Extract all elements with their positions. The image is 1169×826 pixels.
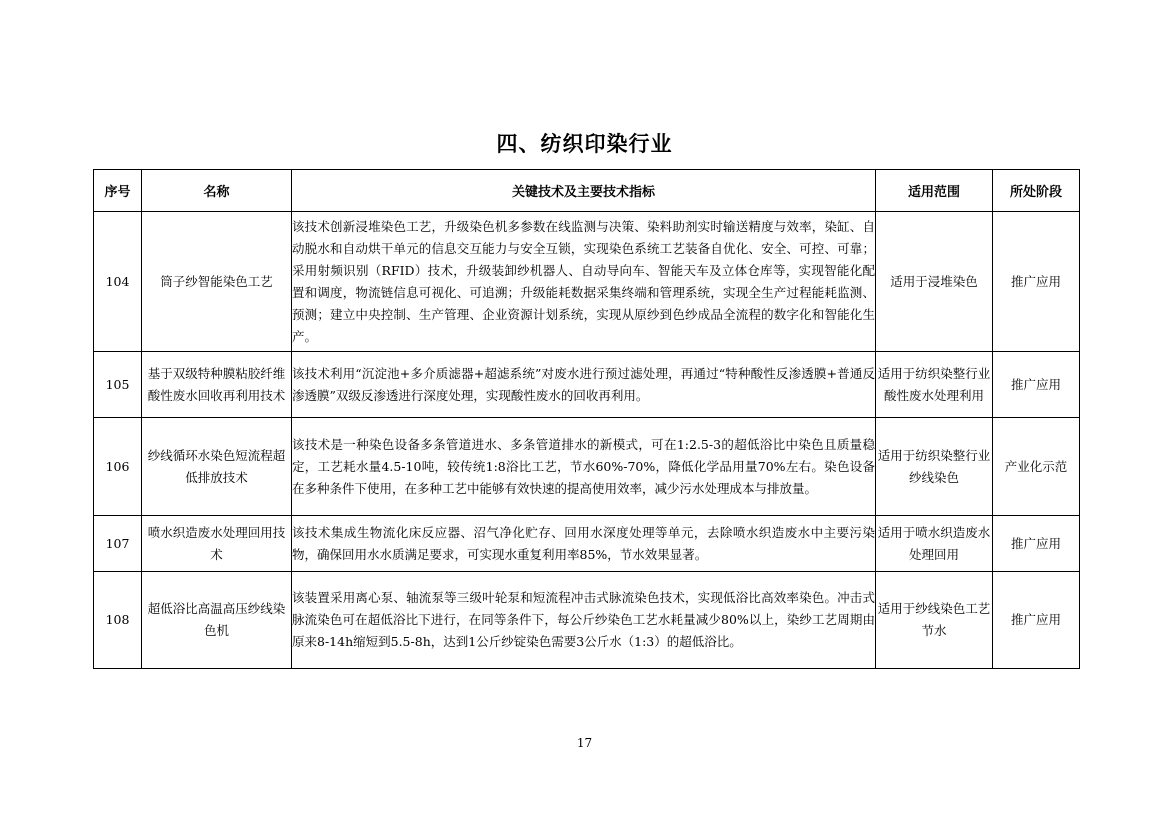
table-row [94,212,1080,352]
row-desc-text: 该装置采用离心泵、轴流泵等三级叶轮泵和短流程冲击式脉流染色技术，实现低浴比高效率染色。冲击式脉流染色可在超低浴比下进行，在同等条件下，每公斤纱染色工艺水耗量减少80%以上，染纱工艺周期由原来8-14h缩短到5.5-8h，达到1公斤纱锭染色需要3公斤水（1:3）的超低浴比。 [292,590,875,649]
row-desc [292,516,876,572]
table-row [94,418,1080,516]
row-scope: 适用于纺织染整行业酸性废水处理利用 [876,352,993,418]
table-row [94,516,1080,572]
row-desc [292,352,876,418]
row-stage: 产业化示范 [993,418,1080,516]
row-num: 108 [94,572,142,669]
row-stage: 推广应用 [993,212,1080,352]
row-name: 基于双级特种膜粘胶纤维酸性废水回收再利用技术 [142,352,292,418]
row-desc-text: 该技术利用“沉淀池+多介质滤器+超滤系统”对废水进行预过滤处理，再通过“特种酸性反渗透膜+普通反渗透膜”双级反渗透进行深度处理，实现酸性废水的回收再利用。 [292,365,875,403]
table-header-row [94,170,1080,212]
row-desc [292,572,876,669]
row-stage: 推广应用 [993,516,1080,572]
row-num: 106 [94,418,142,516]
row-desc-text: 该技术是一种染色设备多条管道进水、多条管道排水的新模式，可在1:2.5-3的超低浴比中染色且质量稳定，工艺耗水量4.5-10吨，较传统1:8浴比工艺，节水60%-70%，降低化学品用量70%左右。染色设备在多种条件下使用，在多种工艺中能够有效快速的提高使用效率，减少污水处理成本与排放量。 [292,436,875,496]
row-name: 超低浴比高温高压纱线染色机 [142,572,292,669]
row-desc-text: 该技术集成生物流化床反应器、沼气净化贮存、回用水深度处理等单元，去除喷水织造废水中主要污染物，确保回用水水质满足要求，可实现水重复利用率85%，节水效果显著。 [292,524,875,562]
row-desc [292,212,876,352]
row-num: 104 [94,212,142,352]
row-num: 105 [94,352,142,418]
row-desc [292,418,876,516]
row-desc-text: 该技术创新浸堆染色工艺，升级染色机多参数在线监测与决策、染料助剂实时输送精度与效率，染缸、自动脱水和自动烘干单元的信息交互能力与安全互锁，实现染色系统工艺装备自优化、安全、可控、可靠；采用射频识别（RFID）技术，升级装卸纱机器人、自动导向车、智能天车及立体仓库等，实现智能化配置和调度，物流链信息可视化、可追溯；升级能耗数据采集终端和管理系统，实现全生产过程能耗监测、预测；建立中央控制、生产管理、企业资源计划系统，实现从原纱到色纱成品全流程的数字化和智能化生产。 [292,218,875,344]
header-num: 序号 [94,170,142,212]
row-scope: 适用于浸堆染色 [876,212,993,352]
page-number: 17 [576,736,593,750]
row-scope: 适用于纺织染整行业纱线染色 [876,418,993,516]
table-row [94,352,1080,418]
header-name: 名称 [142,170,292,212]
header-desc: 关键技术及主要技术指标 [292,170,876,212]
row-num: 107 [94,516,142,572]
page-title: 四、纺织印染行业 [496,132,673,156]
row-scope: 适用于纱线染色工艺节水 [876,572,993,669]
row-name: 纱线循环水染色短流程超低排放技术 [142,418,292,516]
row-name: 喷水织造废水处理回用技术 [142,516,292,572]
header-scope: 适用范围 [876,170,993,212]
header-stage: 所处阶段 [993,170,1080,212]
row-scope: 适用于喷水织造废水处理回用 [876,516,993,572]
row-stage: 推广应用 [993,352,1080,418]
row-stage: 推广应用 [993,572,1080,669]
table-row [94,572,1080,669]
row-name: 筒子纱智能染色工艺 [142,212,292,352]
technology-table [93,169,1080,669]
